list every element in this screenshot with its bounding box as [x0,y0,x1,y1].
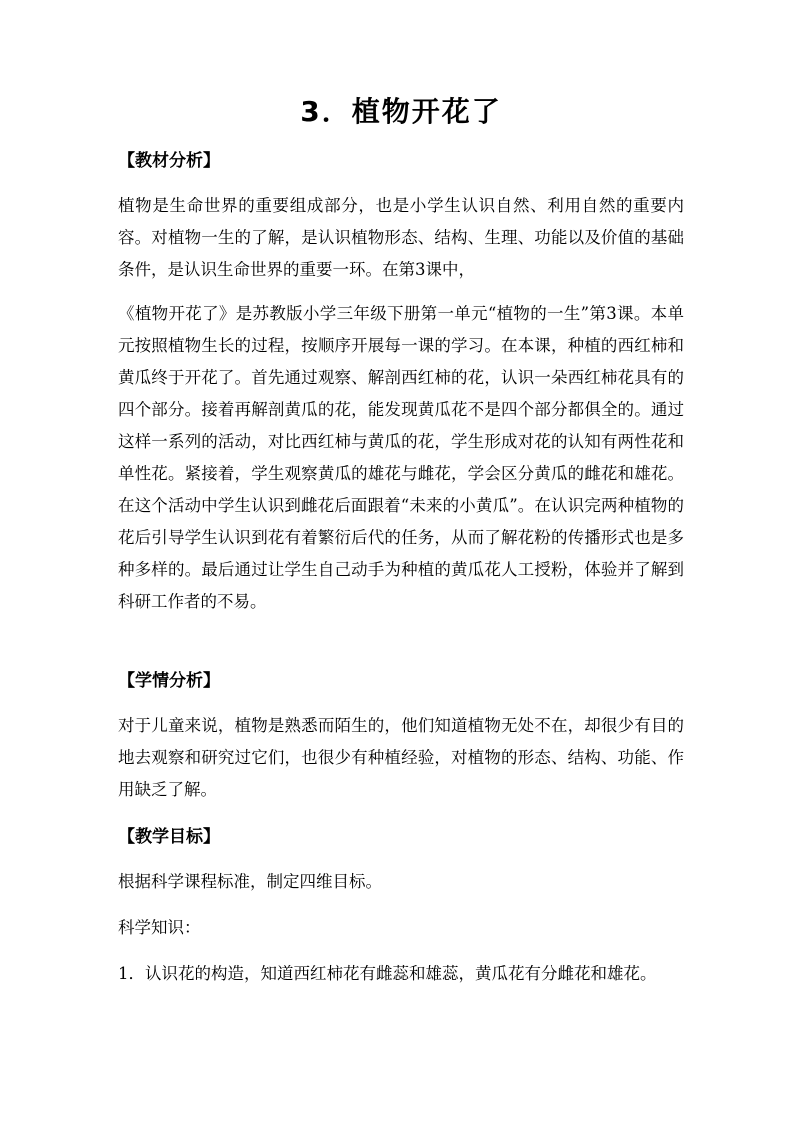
paragraph-learner-analysis-1: 对于儿童来说，植物是熟悉而陌生的，他们知道植物无处不在，却很少有目的地去观察和研究过它们，也很少有种植经验，对植物的形态、结构、功能、作用缺乏了解。 [118,716,684,799]
paragraph-teaching-goals-1: 根据科学课程标准，制定四维目标。 [118,872,382,891]
paragraph-teaching-goals-2: 科学知识： [118,918,201,937]
heading-teaching-goals: 【教学目标】 [118,827,220,847]
paragraph-material-analysis-2: 《植物开花了》是苏教版小学三年级下册第一单元“植物的一生”第3课。本单元按照植物生长的过程，按顺序开展每一课的学习。在本课，种植的西红柿和黄瓜终于开花了。首先通过观察、解剖西红柿的花，认识一朵西红柿花具有的四个部分。接着再解剖黄瓜的花，能发现黄瓜花不是四个部分都俱全的。通过这样一系列的活动，对比西红柿与黄瓜的花，学生形成对花的认知有两性花和单性花。紧接着，学生观察黄瓜的雄花与雌花，学会区分黄瓜的雌花和雄花。在这个活动中学生认识到雌花后面跟着“未来的小黄瓜”。在认识完两种植物的花后引导学生认识到花有着繁衍后代的任务，从而了解花粉的传播形式也是多种多样的。最后通过让学生自己动手为种植的黄瓜花人工授粉，体验并了解到科研工作者的不易。 [118,304,684,611]
paragraph-material-analysis-1: 植物是生命世界的重要组成部分，也是小学生认识自然、利用自然的重要内容。对植物一生的了解，是认识植物形态、结构、生理、功能以及价值的基础条件，是认识生命世界的重要一环。在第3课中， [118,196,684,279]
heading-learner-analysis: 【学情分析】 [118,671,220,691]
heading-material-analysis: 【教材分析】 [118,151,220,171]
document-title: 3．植物开花了 [300,95,502,128]
paragraph-teaching-goals-3: 1．认识花的构造，知道西红柿花有雌蕊和雄蕊，黄瓜花有分雌花和雄花。 [118,964,657,983]
